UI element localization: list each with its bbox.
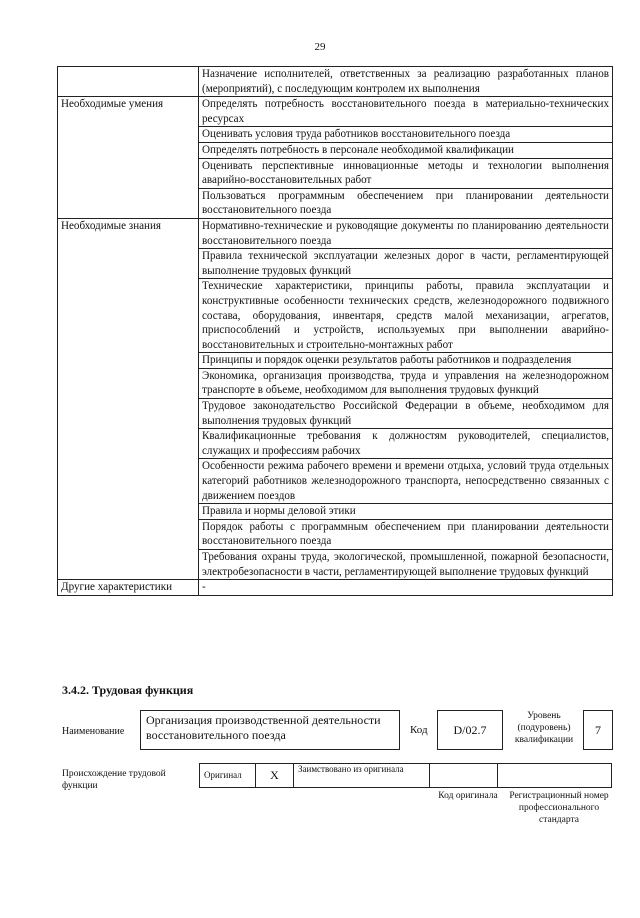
- code-original-cell: [430, 764, 498, 788]
- level-box: [583, 710, 613, 750]
- category-cell: [58, 67, 199, 97]
- item-cell: Нормативно-технические и руководящие документы по планированию деятельности восстановительного поезда: [199, 218, 613, 248]
- table-row: [58, 580, 613, 596]
- origin-label: Происхождение трудовой функции: [62, 769, 166, 791]
- function-name-box: [140, 710, 400, 750]
- item-cell: Особенности режима рабочего времени и времени отдыха, условий труда отдельных категорий работников железнодорожного транспорта, непосредственно связанных с движением поездов: [199, 459, 613, 504]
- item-cell: Правила технической эксплуатации железных дорог в части, регламентирующей выполнение трудовых функций: [199, 249, 613, 279]
- category-cell: Другие характеристики: [58, 580, 199, 596]
- item-cell: Экономика, организация производства, труда и управления на железнодорожном транспорте в объеме, необходимом для выполнения трудовых функций: [199, 368, 613, 398]
- item-cell: Пользоваться программным обеспечением при планировании деятельности восстановительного поезда: [199, 188, 613, 218]
- item-cell: Квалификационные требования к должностям руководителей, специалистов, служащих и профессиям рабочих: [199, 429, 613, 459]
- borrowed-cell: Заимствовано из оригинала: [294, 764, 430, 788]
- skills-knowledge-table: [57, 66, 613, 596]
- item-cell: Оценивать перспективные инновационные методы и технологии выполнения аварийно-восстановительных работ: [199, 158, 613, 188]
- function-name-value: Организация производственной деятельности восстановительного поезда: [146, 713, 381, 742]
- code-value: D/02.7: [453, 722, 487, 737]
- page-number: 29: [314, 41, 326, 53]
- reg-number-label: Регистрационный номер профессионального стандарта: [509, 791, 609, 825]
- category-cell: Необходимые умения: [58, 97, 199, 219]
- table-row: [58, 218, 613, 248]
- level-value: 7: [595, 722, 601, 737]
- original-cell: Оригинал: [200, 764, 256, 788]
- table-row: [58, 67, 613, 97]
- item-cell: Трудовое законодательство Российской Федерации в объеме, необходимом для выполнения трудовых функций: [199, 399, 613, 429]
- code-box: [437, 710, 503, 750]
- category-cell: Необходимые знания: [58, 218, 199, 579]
- reg-number-cell: [498, 764, 612, 788]
- code-original-label: Код оригинала: [438, 791, 498, 801]
- level-label: Уровень (подуровень) квалификации: [514, 711, 574, 745]
- item-cell: Определять потребность восстановительного поезда в материально-технических ресурсах: [199, 97, 613, 127]
- code-label: Код: [410, 724, 428, 736]
- item-cell: Технические характеристики, принципы работы, правила эксплуатации и конструктивные особенности технических средств, железнодорожного подвижного состава, оборудования, инвентаря, средств малой механизации, агрегатов, приспособлений и устройств, используемых при выполнении аварийно-восстановительных и строительно-монтажных работ: [199, 279, 613, 353]
- original-mark: X: [256, 764, 294, 788]
- table-row: [58, 97, 613, 127]
- item-cell: Принципы и порядок оценки результатов работы работников и подразделения: [199, 353, 613, 369]
- name-label: Наименование: [62, 726, 125, 737]
- item-cell: Назначение исполнителей, ответственных за реализацию разработанных планов (мероприятий), с последующим контролем их выполнения: [199, 67, 613, 97]
- item-cell: Правила и нормы деловой этики: [199, 504, 613, 520]
- section-title: 3.4.2. Трудовая функция: [62, 683, 194, 697]
- item-cell: Требования охраны труда, экологической, промышленной, пожарной безопасности, электробезопасности в части, регламентирующей выполнение трудовых функций: [199, 550, 613, 580]
- origin-table: [199, 763, 612, 788]
- item-cell: Оценивать условия труда работников восстановительного поезда: [199, 127, 613, 143]
- item-cell: Определять потребность в персонале необходимой квалификации: [199, 142, 613, 158]
- item-cell: Порядок работы с программным обеспечением при планировании деятельности восстановительного поезда: [199, 519, 613, 549]
- item-cell: -: [199, 580, 613, 596]
